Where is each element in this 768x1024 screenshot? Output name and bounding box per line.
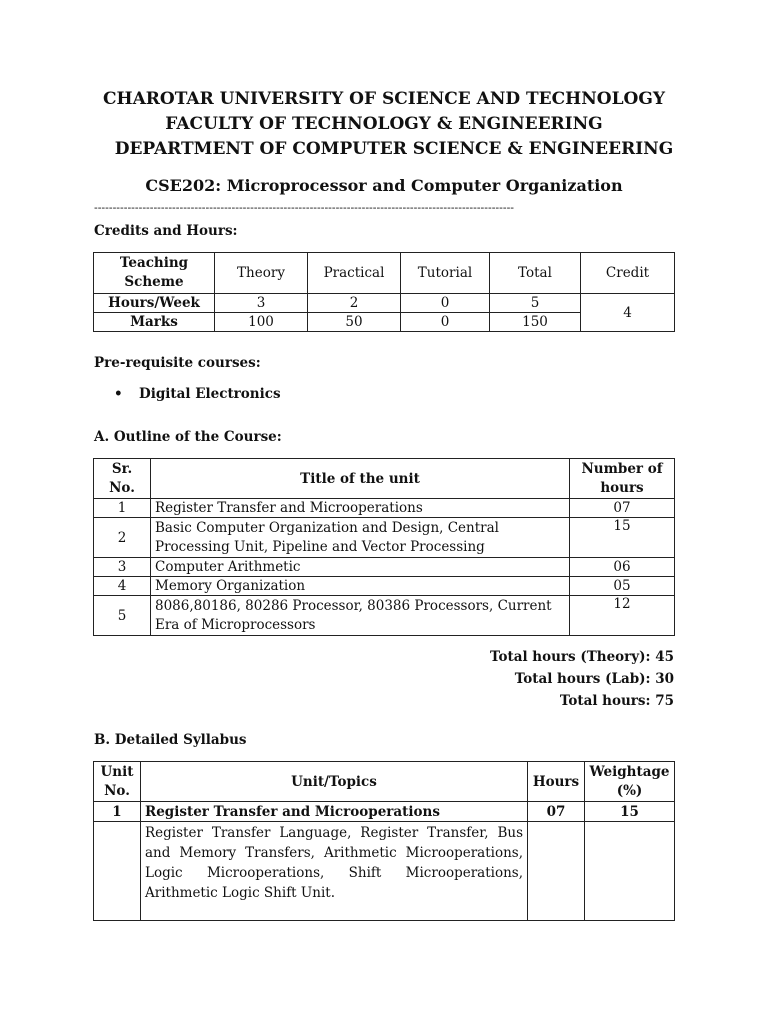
cell-title: Register Transfer and Microoperations — [151, 499, 570, 518]
cell-hours: 07 — [570, 499, 675, 518]
table-row — [94, 577, 675, 596]
divider-line: ----------------------------------------------------------------------------------------------------------------- — [94, 201, 514, 214]
bullet-icon: • — [114, 386, 123, 402]
syllabus-header-row — [94, 762, 675, 802]
col-theory: Theory — [215, 253, 308, 294]
col-unit-no: Unit No. — [94, 762, 141, 802]
syllabus-table — [93, 761, 675, 921]
outline-header-row — [94, 459, 675, 499]
prereq-item-label: Digital Electronics — [139, 386, 281, 402]
cell-title: Computer Arithmetic — [151, 558, 570, 577]
course-title: CSE202: Microprocessor and Computer Organization — [145, 176, 623, 195]
credits-header-row — [94, 253, 675, 294]
faculty-name: FACULTY OF TECHNOLOGY & ENGINEERING — [165, 114, 603, 134]
cell-theory: 3 — [215, 294, 308, 313]
cell-empty — [94, 822, 141, 921]
cell-hours: 15 — [570, 518, 675, 558]
table-row — [94, 499, 675, 518]
cell-sr: 2 — [94, 518, 151, 558]
total-lab: Total hours (Lab): 30 — [514, 671, 674, 687]
cell-unit-title: Register Transfer and Microoperations — [141, 802, 528, 822]
cell-empty — [528, 822, 585, 921]
row-label: Marks — [94, 313, 215, 332]
row-label: Hours/Week — [94, 294, 215, 313]
cell-unit-topics: Register Transfer Language, Register Transfer, Bus and Memory Transfers, Arithmetic Microoperations, Logic Microoperations, Shift Microoperations, Arithmetic Logic Shift Unit. — [141, 822, 528, 921]
col-total: Total — [490, 253, 581, 294]
credits-table — [93, 252, 675, 332]
cell-title: Memory Organization — [151, 577, 570, 596]
cell-sr: 4 — [94, 577, 151, 596]
cell-title: Basic Computer Organization and Design, Central Processing Unit, Pipeline and Vector Processing — [151, 518, 570, 558]
cell-sr: 5 — [94, 596, 151, 636]
cell-unit-no: 1 — [94, 802, 141, 822]
total-theory: Total hours (Theory): 45 — [489, 649, 674, 665]
cell-hours: 05 — [570, 577, 675, 596]
cell-unit-weightage: 15 — [585, 802, 675, 822]
total-hours: Total hours: 75 — [559, 693, 674, 709]
cell-total: 150 — [490, 313, 581, 332]
col-tutorial: Tutorial — [401, 253, 490, 294]
col-title: Title of the unit — [151, 459, 570, 499]
cell-sr: 1 — [94, 499, 151, 518]
cell-practical: 50 — [308, 313, 401, 332]
cell-unit-hours: 07 — [528, 802, 585, 822]
cell-total: 5 — [490, 294, 581, 313]
table-row — [94, 822, 675, 921]
table-row — [94, 518, 675, 558]
outline-table — [93, 458, 675, 636]
col-unit-topics: Unit/Topics — [141, 762, 528, 802]
cell-title: 8086,80186, 80286 Processor, 80386 Processors, Current Era of Microprocessors — [151, 596, 570, 636]
table-row — [94, 802, 675, 822]
cell-hours: 12 — [570, 596, 675, 636]
department-name: DEPARTMENT OF COMPUTER SCIENCE & ENGINEERING — [114, 139, 674, 159]
col-sr-no: Sr. No. — [94, 459, 151, 499]
col-practical: Practical — [308, 253, 401, 294]
col-hours: Hours — [528, 762, 585, 802]
table-row — [94, 294, 675, 313]
cell-empty — [585, 822, 675, 921]
university-name: CHAROTAR UNIVERSITY OF SCIENCE AND TECHNOLOGY — [102, 89, 665, 109]
col-hours: Number of hours — [570, 459, 675, 499]
cell-tutorial: 0 — [401, 294, 490, 313]
table-row — [94, 558, 675, 577]
col-weightage: Weightage (%) — [585, 762, 675, 802]
syllabus-heading: B. Detailed Syllabus — [94, 732, 247, 748]
cell-hours: 06 — [570, 558, 675, 577]
cell-practical: 2 — [308, 294, 401, 313]
col-credit: Credit — [581, 253, 675, 294]
outline-heading: A. Outline of the Course: — [94, 429, 282, 445]
table-row — [94, 596, 675, 636]
prereq-list-item — [114, 386, 281, 402]
cell-credit: 4 — [581, 294, 675, 332]
cell-theory: 100 — [215, 313, 308, 332]
outline-totals — [490, 646, 674, 712]
cell-sr: 3 — [94, 558, 151, 577]
cell-tutorial: 0 — [401, 313, 490, 332]
col-teaching-scheme: Teaching Scheme — [94, 253, 215, 294]
prereq-heading: Pre-requisite courses: — [94, 355, 261, 371]
credits-heading: Credits and Hours: — [94, 223, 238, 239]
